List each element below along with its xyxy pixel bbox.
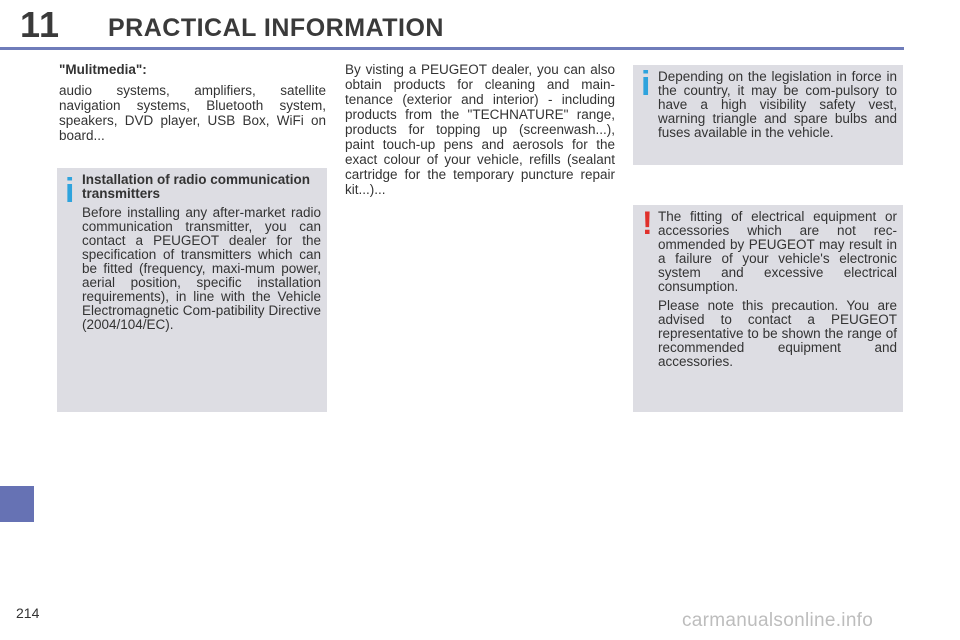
info-icon: i bbox=[65, 172, 75, 210]
chapter-side-tab bbox=[0, 486, 34, 522]
warning-box-paragraph-1: The fitting of electrical equipment or accessories which are not rec-ommended by PEUGEOT may result in a failure of your vehicle's electronic system and excessive electrical consumption. bbox=[658, 209, 897, 294]
info-box-legislation bbox=[633, 65, 903, 165]
info-box-radio-content bbox=[82, 173, 321, 337]
info-box-radio-transmitters bbox=[57, 168, 327, 412]
info-box-legislation-paragraph: Depending on the legislation in force in the country, it may be com-pulsory to have a high visibility safety vest, warning triangle and spare bulbs and fuses available in the vehicle. bbox=[658, 69, 897, 140]
warning-box-electrical-equipment bbox=[633, 205, 903, 412]
multimedia-heading: "Mulitmedia": bbox=[59, 62, 147, 77]
page-number: 214 bbox=[16, 605, 40, 621]
warning-box-paragraph-2: Please note this precaution. You are advised to contact a PEUGEOT representative to be shown the range of recommended equipment and accessories. bbox=[658, 298, 897, 369]
watermark: carmanualsonline.info bbox=[682, 610, 874, 631]
warning-box-content bbox=[658, 210, 897, 374]
info-box-radio-paragraph: Before installing any after-market radio communication transmitter, you can contact a PEUGEOT dealer for the specification of transmitters which can be fitted (frequency, maxi-mum power, aerial position, specific installation requirements), in line with the Vehicle Electromagnetic Com-patibility Directive (2004/104/EC). bbox=[82, 205, 321, 332]
chapter-number: 11 bbox=[20, 4, 61, 45]
multimedia-section bbox=[59, 62, 326, 149]
page-title: PRACTICAL INFORMATION bbox=[108, 14, 444, 42]
info-box-radio-title: Installation of radio communication transmitters bbox=[82, 172, 311, 201]
header-rule bbox=[0, 47, 904, 50]
multimedia-paragraph: audio systems, amplifiers, satellite navigation systems, Bluetooth system, speakers, DVD player, USB Box, WiFi on board... bbox=[59, 83, 326, 143]
dealer-products-paragraph: By visting a PEUGEOT dealer, you can also obtain products for cleaning and main-tenance (exterior and interior) - including products from the "TECHNATURE" range, products for topping up (screenwash...), paint touch-up pens and aerosols for the exact colour of your vehicle, refills (sealant cartridge for the temporary puncture repair kit...)... bbox=[345, 62, 615, 197]
warning-icon: ! bbox=[642, 205, 653, 241]
info-icon: i bbox=[641, 65, 651, 103]
dealer-products-section bbox=[345, 62, 615, 203]
info-box-legislation-content bbox=[658, 70, 897, 145]
